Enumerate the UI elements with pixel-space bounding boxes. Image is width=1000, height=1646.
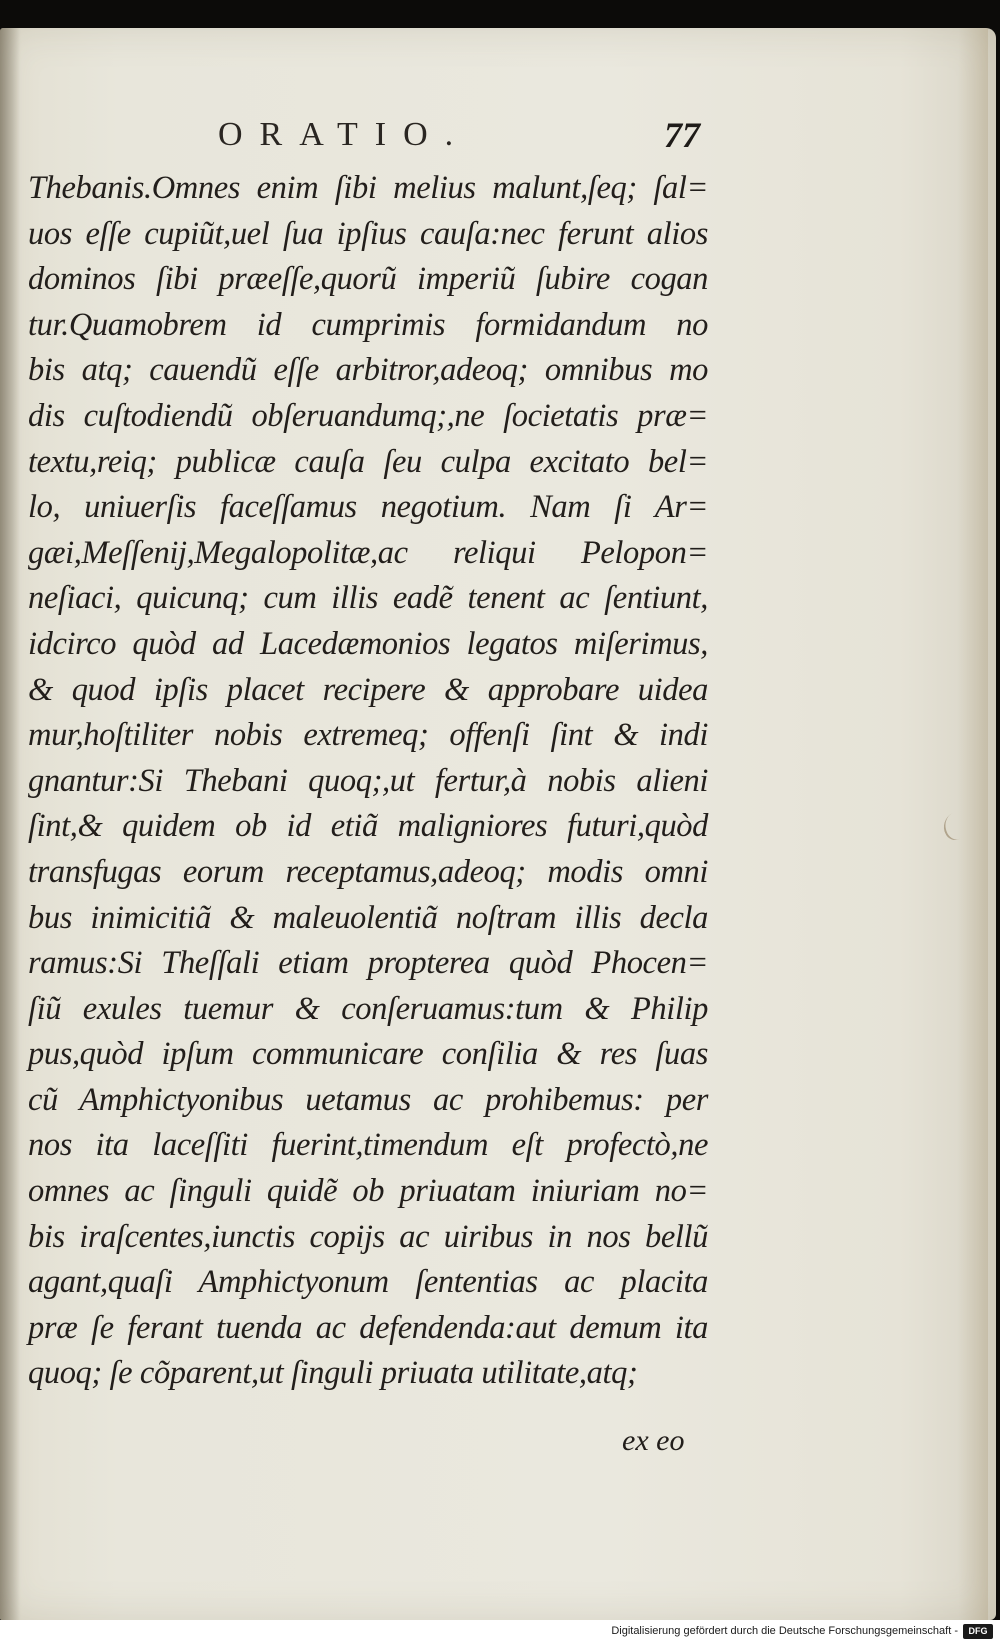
text-block (28, 166, 708, 1397)
text-line: ſiũ exules tuemur & conſeruamus:tum & Philip (28, 990, 708, 1027)
catchword: ex eo (622, 1424, 685, 1457)
text-line: ramus:Si Theſſali etiam propterea quòd Phocen= (28, 945, 708, 982)
text-line: uos eſſe cupiũt,uel ſua ipſius cauſa:nec ferunt alios (28, 215, 708, 252)
text-line: textu,reiq; publicæ cauſa ſeu culpa excitato bel= (28, 443, 708, 480)
digitization-footer (0, 1620, 1000, 1646)
text-line: quoq; ſe cõparent,ut ſinguli priuata utilitate,atq; (28, 1355, 638, 1392)
text-line: bis atq; cauendũ eſſe arbitror,adeoq; omnibus mo (28, 352, 708, 389)
text-line: ſint,& quidem ob id etiã maligniores futuri,quòd (28, 808, 708, 845)
text-line: dis cuſtodiendũ obſeruandumq;,ne ſocietatis præ= (28, 397, 708, 434)
text-line: agant,quaſi Amphictyonum ſententias ac placita (28, 1264, 708, 1301)
text-line: omnes ac ſinguli quidẽ ob priuatam iniuriam no= (28, 1173, 708, 1210)
page-header (0, 116, 996, 166)
funding-credit: Digitalisierung gefördert durch die Deutsche Forschungsgemeinschaft - (611, 1625, 958, 1637)
text-line: bus inimicitiã & maleuolentiã noſtram illis decla (28, 899, 708, 936)
dfg-logo: DFG (963, 1624, 993, 1639)
text-line: neſiaci, quicunq; cum illis eadẽ tenent ac ſentiunt, (28, 580, 708, 617)
text-line: idcirco quòd ad Lacedæmonios legatos miſerimus, (28, 625, 708, 662)
text-line: nos ita laceſſiti fuerint,timendum eſt profectò,ne (28, 1127, 708, 1164)
gutter-shadow (0, 28, 20, 1620)
text-line: pus,quòd ipſum communicare conſilia & res ſuas (28, 1036, 708, 1073)
text-line: tur.Quamobrem id cumprimis formidandum no (28, 306, 708, 343)
text-line: dominos ſibi præeſſe,quorũ imperiũ ſubire cogan (28, 261, 708, 298)
text-line: gæi,Meſſenij,Megalopolitæ,ac reliqui Pelopon= (28, 534, 708, 571)
text-line: Thebanis.Omnes enim ſibi melius malunt,ſeq; ſal= (28, 170, 708, 206)
text-line: transfugas eorum receptamus,adeoq; modis omni (28, 853, 708, 890)
text-line: cũ Amphictyonibus uetamus ac prohibemus: per (28, 1081, 708, 1118)
text-line: præ ſe ferant tuenda ac defendenda:aut demum ita (28, 1309, 708, 1346)
text-line: lo, uniuerſis faceſſamus negotium. Nam ſi Ar= (28, 489, 708, 526)
text-line: bis iraſcentes,iunctis copijs ac uiribus in nos bellũ (28, 1218, 708, 1255)
book-page (0, 28, 996, 1620)
text-line: mur,hoſtiliter nobis extremeq; offenſi ſint & indi (28, 717, 708, 754)
text-line: gnantur:Si Thebani quoq;,ut fertur,à nobis alieni (28, 762, 708, 799)
text-line: & quod ipſis placet recipere & approbare uidea (28, 671, 708, 708)
page-number: 77 (664, 115, 700, 155)
running-head: ORATIO. (218, 116, 471, 153)
